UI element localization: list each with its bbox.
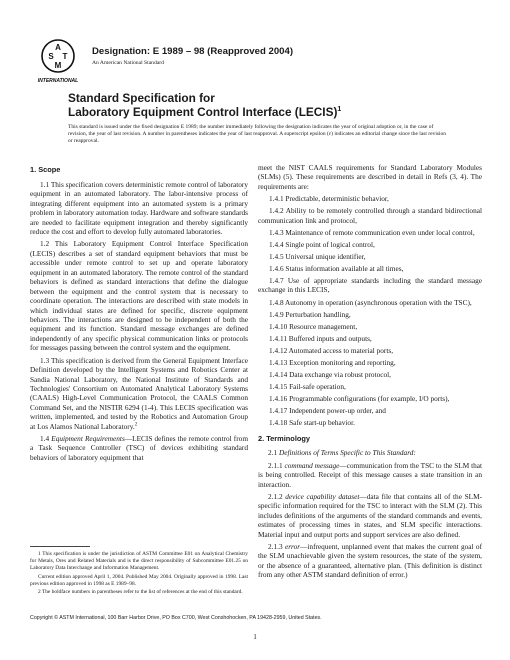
svg-text:M: M	[54, 61, 62, 70]
title-line1: Standard Specification for	[68, 91, 215, 105]
para-2-1-2: 2.1.2 device capability dataset—data file that contains all of the SLM-specific information required for the TSC to interact with the SLM (2). This includes definitions of the arguments of the standard commands and events, estimates of processing times in states, and SLM specific interactions. Material input and output ports and support services are also defined.	[258, 491, 483, 539]
svg-text:S: S	[48, 52, 54, 61]
section1-heading: 1. Scope	[30, 165, 61, 174]
para-2-1-1: 2.1.1 command message—communication from the TSC to the SLM that is being controlled. Receipt of this message causes a state transition in an interaction.	[258, 460, 483, 489]
svg-text:T: T	[62, 52, 68, 61]
svg-text:A: A	[55, 43, 61, 52]
requirement-item: 1.4.1 Predictable, deterministic behavior,	[269, 194, 389, 204]
title-line2: Laboratory Equipment Control Interface (LECIS)	[68, 105, 338, 120]
requirement-item: 1.4.3 Maintenance of remote communication even under local control,	[269, 227, 475, 237]
requirement-item: 1.4.9 Perturbation handling,	[269, 309, 351, 319]
designation: Designation: E 1989 – 98 (Reapproved 2004)	[92, 46, 294, 57]
copyright: Copyright © ASTM International, 100 Barr Harbor Drive, PO Box C700, West Conshohocken, PA 19428-2959, United States.	[30, 615, 322, 621]
footnote-2: 2 The boldface numbers in parentheses refer to the list of references at the end of this standard.	[38, 589, 243, 596]
para-requirements-intro: meet the NIST CAALS requirements for Standard Laboratory Modules (SLMs) (5). These requirements are described in detail in Refs (3, 4). The requirements are:	[258, 163, 482, 191]
requirements-list	[258, 194, 482, 428]
para-2-1: 2.1 Definitions of Terms Specific to This Standard:	[268, 448, 416, 458]
requirement-item: 1.4.12 Automated access to material ports,	[269, 345, 394, 355]
para-1-3: 1.3 This specification is derived from the General Equipment Interface Definition developed by the Intelligent Systems and Robotics Center at Sandia National Laboratory, the National Institute of Standards and Technologies' Consortium on Automated Analytical Laboratory Systems (CAALS) High-Level Communication Protocol, the CAALS Common Command Set, and the NISTIR 6294 (1-4). This LECIS specification was written, implemented, and tested by the Robotics and Automation Group at Los Alamos National Laboratory.$^2$	[30, 355, 248, 431]
requirement-item: 1.4.13 Exception monitoring and reporting,	[269, 357, 396, 367]
notice: An American National Standard	[92, 60, 164, 66]
requirement-item: 1.4.14 Data exchange via robust protocol,	[269, 370, 391, 380]
footnote-1: 1 This specification is under the jurisdiction of ASTM Committee E01 on Analytical Chemistry for Metals, Ores and Related Materials and is the direct responsibility of Subcommittee E01.25 on Laboratory Data Interchange and Information Management.	[30, 551, 248, 572]
requirement-item: 1.4.18 Safe start-up behavior.	[269, 418, 355, 428]
requirement-item: 1.4.7 Use of appropriate standards including the standard message exchange in this LECIS,	[258, 276, 482, 295]
title-footnote-ref: 1	[337, 106, 342, 114]
requirement-item: 1.4.10 Resource management,	[269, 321, 358, 331]
astm-logo	[36, 36, 80, 86]
page-title	[68, 91, 341, 119]
para-1-2: 1.2 This Laboratory Equipment Control Interface Specification (LECIS) describes a set of standard equipment behaviors that must be accessible under remote control to set up and operate laboratory equipment in an automated laboratory. The remote control of the standard behaviors is defined as standard interactions that define the dialogue between the equipment and the control system that is necessary to coordinate operation. The interactions are described with state models in which individual states are defined for specific, discrete equipment behaviors. The interactions are designed to be independent of both the equipment and its function. Standard message exchanges are defined independently of any specific physical communication links or protocols for messages passing between the control system and the equipment.	[30, 239, 248, 353]
requirement-item: 1.4.15 Fail-safe operation,	[269, 382, 346, 392]
footnote-ref-2: 2	[134, 422, 138, 428]
requirement-item: 1.4.6 Status information available at all times,	[269, 263, 404, 273]
footnotes	[30, 546, 248, 598]
logo-text: INTERNATIONAL	[37, 78, 79, 84]
requirement-item: 1.4.8 Autonomy in operation (asynchronous operation with the TSC),	[269, 297, 472, 307]
requirement-item: 1.4.4 Single point of logical control,	[269, 239, 375, 249]
requirement-item: 1.4.16 Programmable configurations (for example, I/O ports),	[269, 394, 450, 404]
para-1-4: 1.4 Equipment Requirements—LECIS defines the remote control from a Task Sequence Controller (TSC) of devices exhibiting standard behaviors of laboratory equipment that	[30, 434, 248, 462]
requirement-item: 1.4.5 Universal unique identifier,	[269, 251, 366, 261]
right-column	[258, 163, 482, 582]
requirement-item: 1.4.11 Buffered inputs and outputs,	[269, 333, 372, 343]
left-column	[30, 163, 248, 465]
para-1-1: 1.1 This specification covers deterministic remote control of laboratory equipment in an automated laboratory. The labor-intensive process of integrating different equipment into an automated system is a primary problem in laboratory automation today. Hardware and software standards are needed to facilitate equipment integration and thereby significantly reduce the cost and effort to develop fully automated laboratories.	[30, 179, 248, 237]
requirement-item: 1.4.2 Ability to be remotely controlled through a standard bidirectional communication link and protocol,	[258, 206, 482, 225]
requirement-item: 1.4.17 Independent power-up order, and	[269, 406, 386, 416]
footnote-divider	[30, 546, 90, 547]
section2-heading: 2. Terminology	[258, 433, 311, 443]
issue-note: This standard is issued under the fixed designation E 1989; the number immediately following the designation indicates the year of original adoption or, in the case of revision, the year of last revision. A number in parentheses indicates the year of last reapproval. A superscript epsilon (ε) indicates an editorial change since the last revision or reapproval.	[68, 124, 447, 145]
page-number: 1	[253, 633, 257, 641]
footnote-1b: Current edition approved April 1, 2004. Published May 2004. Originally approved in 1998. Last previous edition approved in 1998 as E 1989–98.	[30, 573, 248, 587]
para-2-1-3: 2.1.3 error—infrequent, unplanned event that makes the current goal of the SLM unachievable given the system resources, the state of the system, or the absence of a guaranteed, alternative plan. (This definition is distinct from any other ASTM standard definition of error.)	[258, 541, 482, 580]
